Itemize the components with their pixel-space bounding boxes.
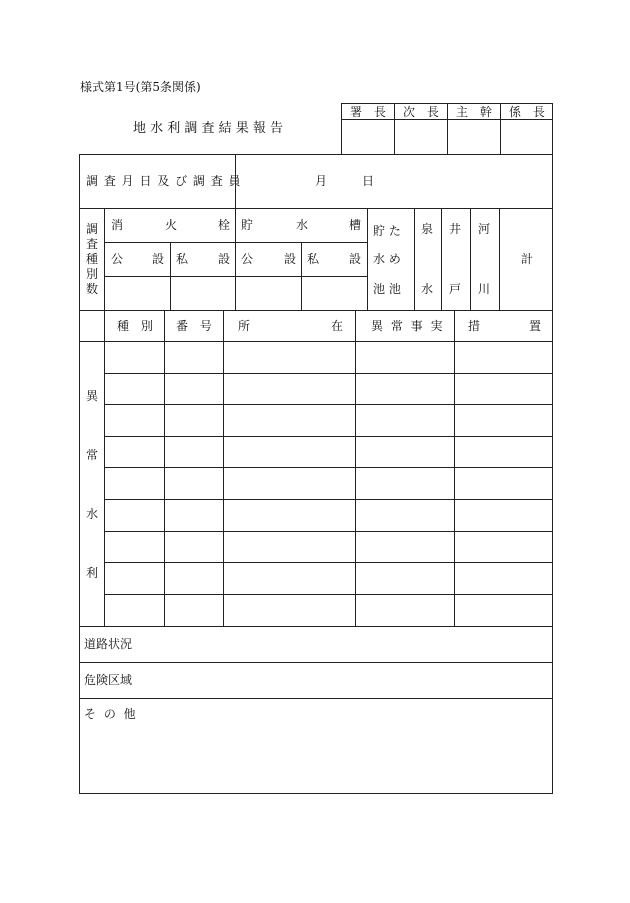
approval-deputy: 次 長	[403, 105, 443, 119]
anomaly-fact-header: 異 常 事 実	[371, 319, 445, 333]
survey-date-staff-label: 調 査 月 日 及 び 調 査 員	[86, 174, 242, 188]
approval-chief: 署 長	[350, 105, 390, 119]
survey-day: 日	[362, 174, 375, 188]
total-header: 計	[521, 252, 534, 266]
approval-manager: 主 幹	[456, 105, 496, 119]
anomaly-number-header: 番 号	[176, 319, 216, 333]
form-number: 様式第1号(第5条関係)	[80, 80, 201, 94]
other-label: そ の 他	[84, 707, 138, 721]
anomaly-type-header: 種 別	[117, 319, 157, 333]
danger-area-label: 危険区域	[84, 673, 133, 687]
document-title: 地 水 利 調 査 結 果 報 告	[133, 121, 284, 136]
road-condition-label: 道路状況	[84, 637, 133, 651]
survey-month: 月	[315, 174, 328, 188]
approval-section-head: 係 長	[509, 105, 549, 119]
